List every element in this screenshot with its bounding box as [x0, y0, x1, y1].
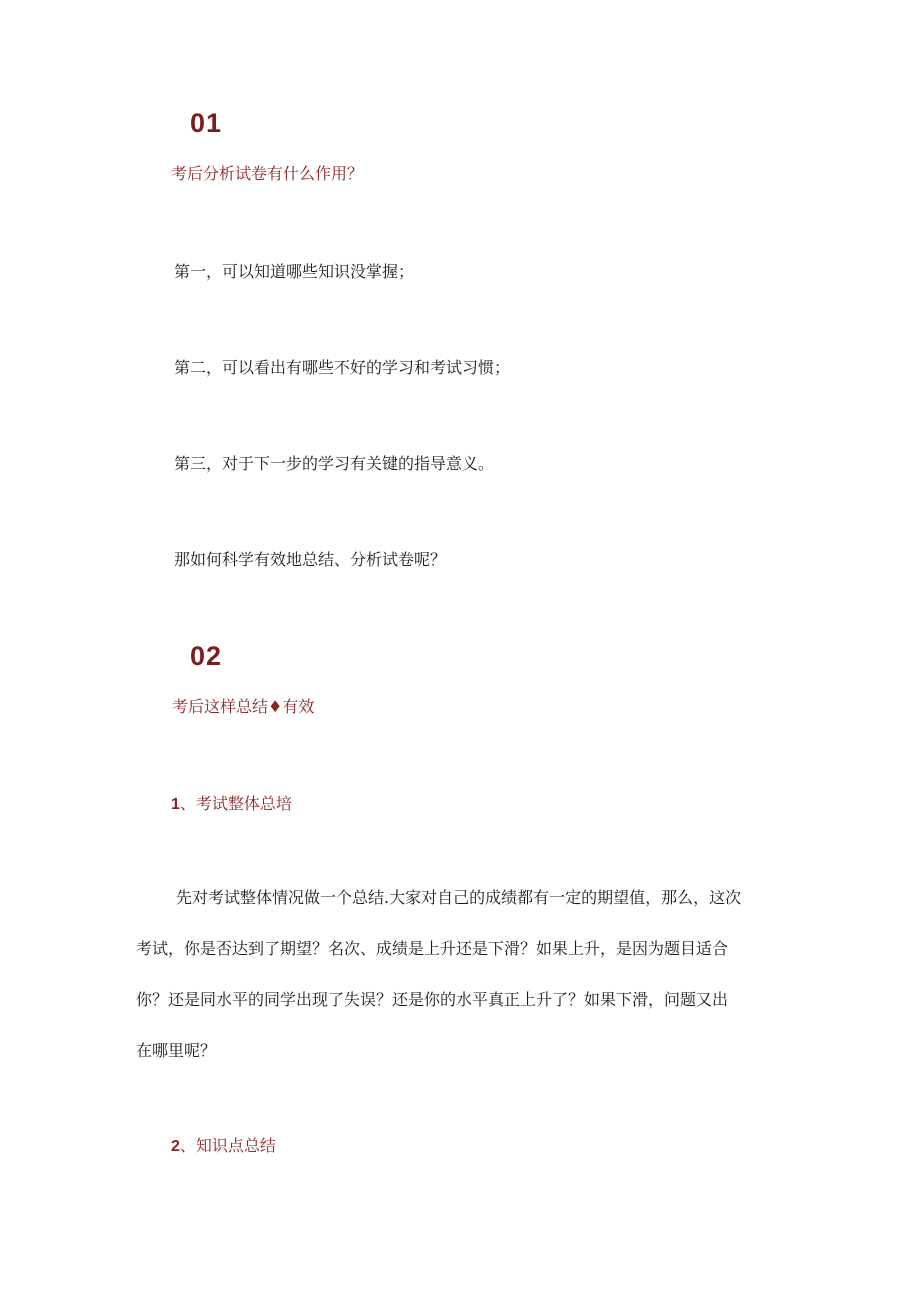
- subsection-heading-1: [171, 791, 292, 814]
- point-3: 第三，对于下一步的学习有关键的指导意义。: [174, 454, 495, 473]
- section-number-02: 02: [190, 641, 223, 671]
- point-2: 第二，可以看出有哪些不好的学习和考试习惯；: [174, 358, 511, 377]
- paragraph-line: 考试，你是否达到了期望？名次、成绩是上升还是下滑？如果上升，是因为题目适合: [136, 939, 729, 958]
- section-title-02: 考后这样总结♦有效: [172, 697, 315, 716]
- subsection-title: 、考试整体总培: [179, 794, 292, 813]
- point-1: 第一，可以知道哪些知识没掌握；: [174, 262, 415, 281]
- paragraph-line: 先对考试整体情况做一个总结.大家对自己的成绩都有一定的期望值，那么，这次: [176, 888, 742, 907]
- paragraph-line: 在哪里呢？: [136, 1041, 217, 1060]
- section-number-01: 01: [190, 108, 223, 138]
- section-title-01: 考后分析试卷有什么作用？: [171, 164, 364, 183]
- subsection-number: 1: [171, 796, 180, 813]
- subsection-title: 、知识点总结: [179, 1136, 276, 1155]
- paragraph-line: 你？还是同水平的同学出现了失误？还是你的水平真正上升了？如果下滑，问题又出: [136, 990, 729, 1009]
- transition-question: 那如何科学有效地总结、分析试卷呢？: [174, 550, 447, 569]
- subsection-heading-2: [171, 1133, 276, 1156]
- subsection-number: 2: [171, 1138, 180, 1155]
- summary-paragraph: [136, 872, 786, 1076]
